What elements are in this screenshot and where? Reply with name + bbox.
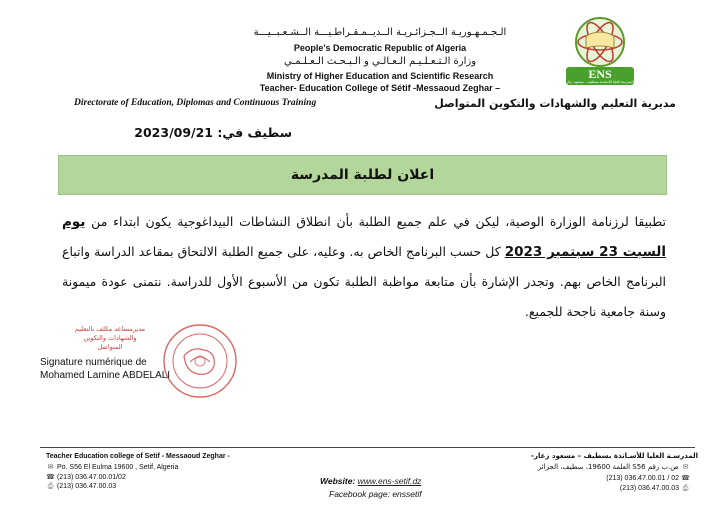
body-part-2: كل حسب البرنامج الخاص به. وعليه، على جميع الطلبة الالتحاق بمقاعد الدراسة واتباع البرنامج الخاص بهم. وتجدر الإشارة بأن متابعة مواظبة الطلبة تكون من الأسبوع الأول للدراسة. نتمنى عودة ميمونة وسنة جامعية ناجحة للجميع. [62,244,666,319]
ens-logo-side-text [548,8,556,78]
ministry-en: Ministry of Higher Education and Scientific Research [266,71,494,81]
stamp-text: مديرمساعد مكلف بالتعليم والشهادات والتكوين المتواصل [74,325,146,351]
footer-left-phone: ☎ (213) 036.47.00.01/02 [46,474,126,481]
republic-en: People's Democratic Republic of Algeria [293,43,467,53]
ens-logo [556,10,644,88]
footer-left-fax: ⎙ (213) 036.47.00.03 [47,483,117,490]
announcement-title: اعلان لطلبة المدرسة [290,167,435,183]
body-part-1: تطبيقا لرزنامة الوزارة الوصية، ليكن في علم جميع الطلبة بأن انطلاق النشاطات البيداغوجية يكون ابتداء من [85,214,666,229]
directorate-en: Directorate of Education, Diplomas and Continuous Training [74,98,317,108]
announcement-banner [58,155,667,195]
directorate-ar: مديرية التعليم والشهادات والتكوين المتواصل [434,97,676,110]
college-en: Teacher- Education College of Sétif -Messaoud Zeghar – [259,83,501,93]
footer-right-address: ✉ ص.ب رقم S56 العلمة 19600، سطيف، الجزائر [537,463,689,471]
ministry-ar: وزارة الـتـعـلـيـم الـعـالـي و الـبـحـث الـعـلـمـي [283,56,477,67]
footer-left-address: ✉ Po. S56 El Eulma 19600 , Setif, Algeria [47,464,179,471]
document-date: سطيف في: 2023/09/21 [134,125,292,140]
footer-left-title: Teacher Education college of Setif - Messaoud Zeghar - [46,453,230,460]
announcement-body [62,207,666,327]
phone-icon: ☎ [46,474,55,481]
footer-right-phone: (213) 036.47.00.01 / 02 ☎ [606,475,690,482]
republic-ar: الـجـمـهـوريـة الــجـزائـريـة الــديــمـقـراطـيـــة الــشـعـبــيـــة [253,27,507,38]
signature-line-1: Signature numérique de [40,357,147,368]
ens-logo-text: ENS [588,67,612,81]
footer-facebook: Facebook page: enssetif [329,489,422,499]
signature-line-2: Mohamed Lamine ABDELALI [40,370,171,381]
footer-right-title: المدرسـة العليا للأسـاتذة بسطيف – مسعود زغار- [531,452,698,460]
fax-icon-right: ⎙ [682,485,689,492]
fax-icon: ⎙ [47,483,54,490]
footer-divider [40,447,695,448]
mail-icon: ✉ [47,464,54,471]
footer-right-fax: (213) 036.47.00.03 ⎙ [619,485,689,492]
ens-logo-caption: المدرسة العليا للأساتذة بسطيف - مسعود زغار [566,80,634,84]
start-date: يوم السبت 23 سبتمبر 2023 [62,214,666,260]
official-seal [160,322,240,400]
footer-website: Website: www.ens-setif.dz [320,476,422,486]
phone-icon-right: ☎ [681,475,690,482]
website-link[interactable]: www.ens-setif.dz [357,476,422,486]
mail-icon-right: ✉ [682,463,689,471]
